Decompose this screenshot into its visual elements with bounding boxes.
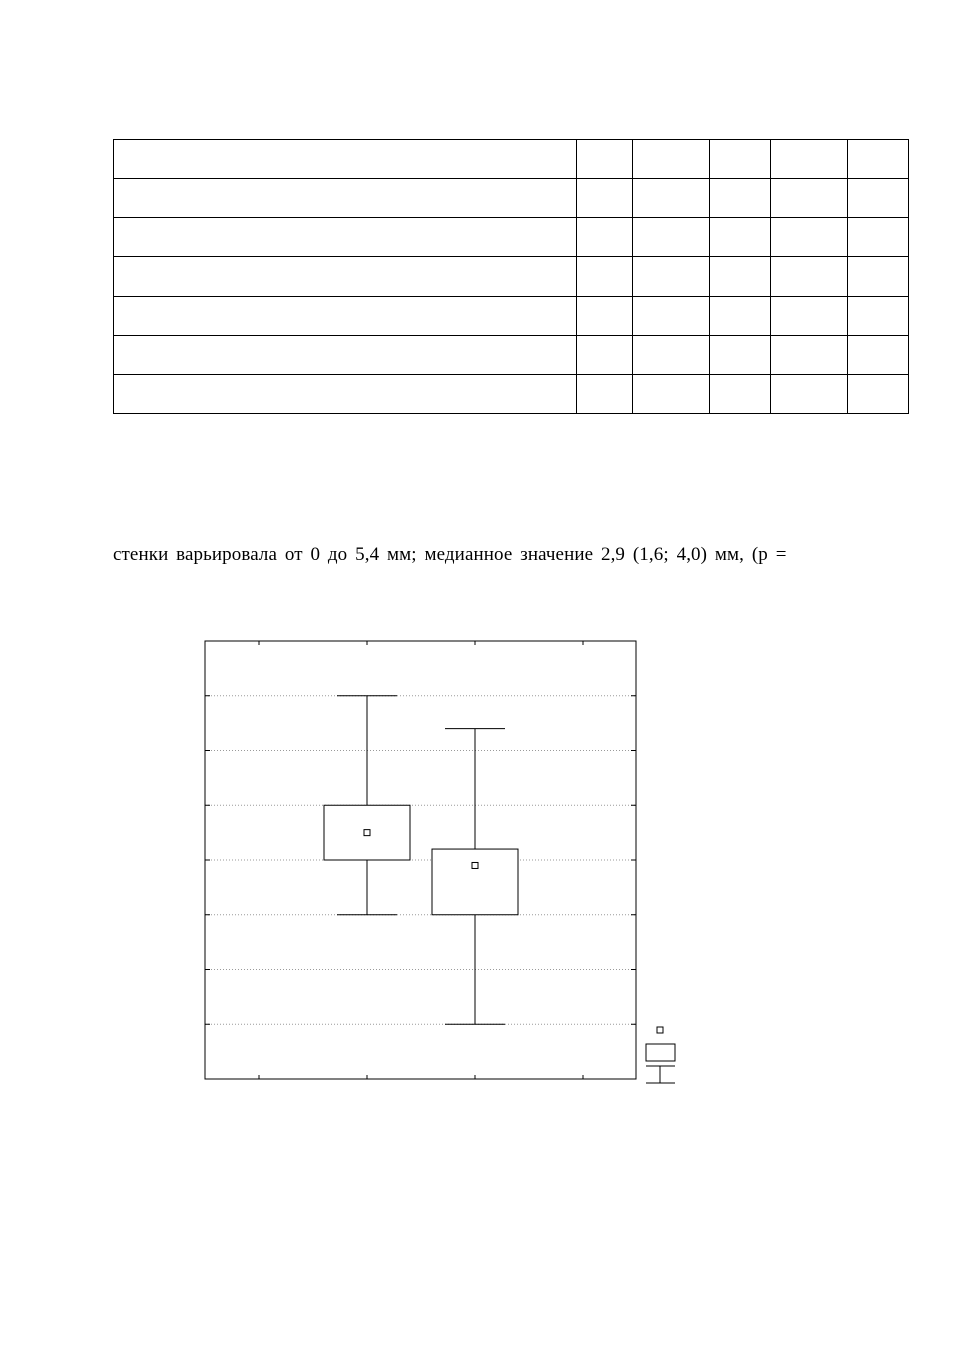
table-cell	[114, 335, 577, 374]
box	[324, 805, 410, 860]
table-cell	[771, 218, 848, 257]
table-cell	[577, 335, 633, 374]
table-row	[114, 257, 909, 296]
table-cell	[848, 257, 909, 296]
table-cell	[114, 179, 577, 218]
table-cell	[710, 179, 771, 218]
box	[432, 849, 518, 915]
table-cell	[848, 179, 909, 218]
table-cell	[114, 296, 577, 335]
table-cell	[710, 218, 771, 257]
mean-marker	[472, 862, 478, 868]
table-cell	[848, 296, 909, 335]
table-cell	[577, 296, 633, 335]
table-row	[114, 218, 909, 257]
table-cell	[710, 296, 771, 335]
mean-marker	[364, 830, 370, 836]
table-cell	[577, 140, 633, 179]
plot-frame	[205, 641, 636, 1079]
table-cell	[114, 257, 577, 296]
empty-data-table	[113, 139, 909, 414]
table-cell	[633, 140, 710, 179]
table-cell	[633, 335, 710, 374]
table-cell	[771, 374, 848, 413]
table-cell	[771, 140, 848, 179]
table-cell	[633, 179, 710, 218]
table-row	[114, 296, 909, 335]
table-cell	[577, 218, 633, 257]
legend-box	[646, 1044, 675, 1061]
table-cell	[848, 218, 909, 257]
table-cell	[710, 335, 771, 374]
table-cell	[771, 179, 848, 218]
table-row	[114, 335, 909, 374]
table-cell	[771, 335, 848, 374]
table-cell	[577, 257, 633, 296]
table-cell	[848, 374, 909, 413]
table-cell	[848, 140, 909, 179]
table-cell	[114, 374, 577, 413]
table-cell	[114, 218, 577, 257]
table-cell	[577, 374, 633, 413]
table-cell	[848, 335, 909, 374]
table-cell	[710, 257, 771, 296]
table-cell	[633, 296, 710, 335]
table-cell	[577, 179, 633, 218]
table-cell	[633, 374, 710, 413]
table-row	[114, 140, 909, 179]
legend-mean-marker	[657, 1027, 663, 1033]
table-cell	[771, 296, 848, 335]
table-cell	[771, 257, 848, 296]
table-cell	[710, 374, 771, 413]
table-cell	[114, 140, 577, 179]
table-row	[114, 179, 909, 218]
table-cell	[633, 257, 710, 296]
paragraph-fragment: стенки варьировала от 0 до 5,4 мм; медианное значение 2,9 (1,6; 4,0) мм, (р =	[113, 544, 787, 565]
table-cell	[710, 140, 771, 179]
table-cell	[633, 218, 710, 257]
table-row	[114, 374, 909, 413]
